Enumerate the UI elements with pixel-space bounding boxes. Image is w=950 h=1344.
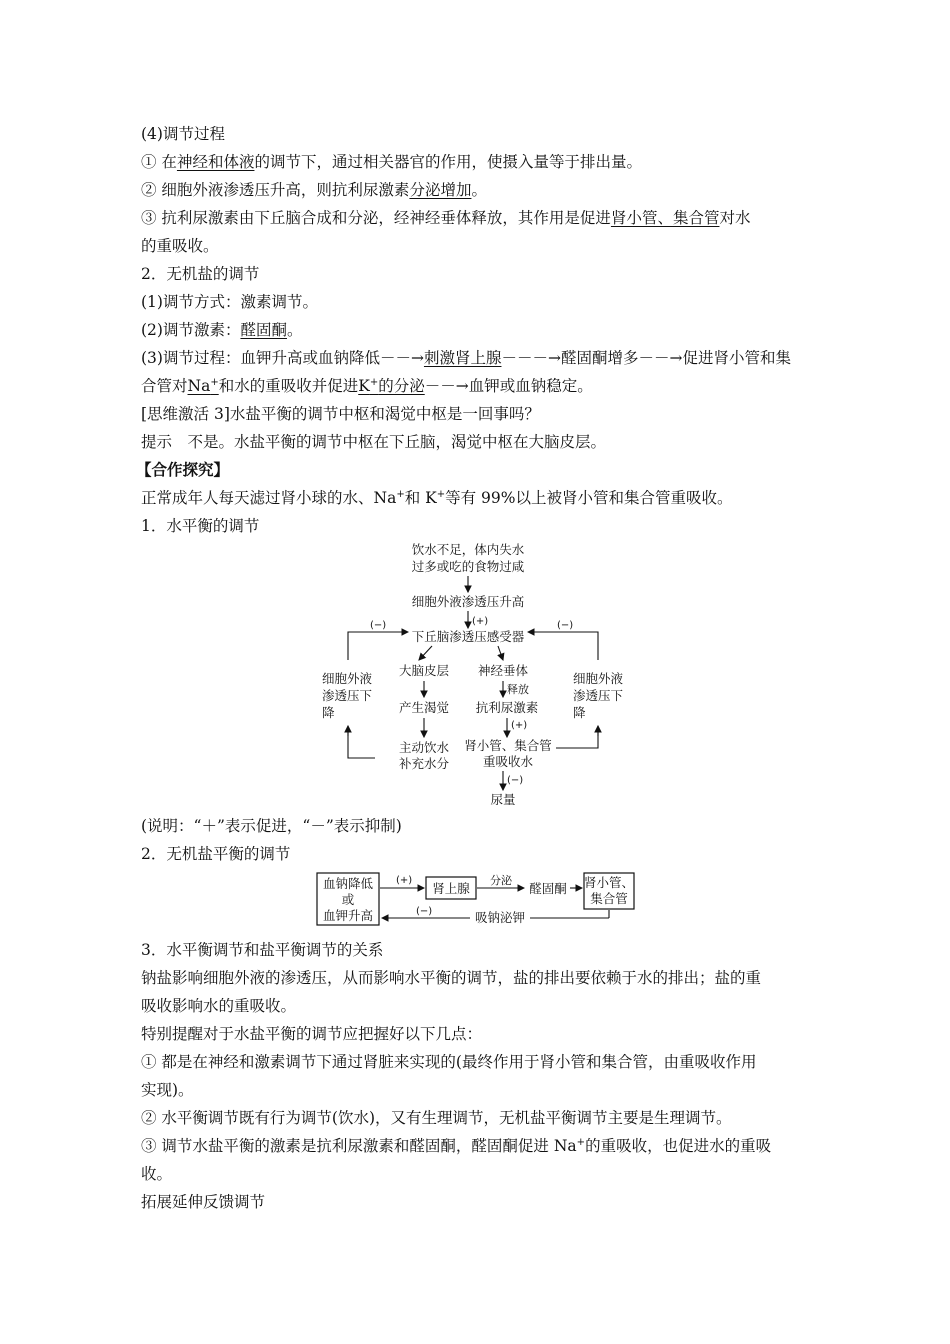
kidney-text-1: 肾小管、 [583,875,635,890]
paragraph: 的重吸收。 [141,237,219,255]
drink-text-2: 补充水分 [398,756,450,771]
paragraph: ① 在神经和体液的调节下，通过相关器官的作用，使摄入量等于排出量。 [141,153,642,171]
pituitary-text: 神经垂体 [477,663,529,678]
hypothalamus-text: 下丘脑渗透压感受器 [411,629,525,644]
section-title: 2．无机盐的调节 [141,265,260,283]
cortex-text: 大脑皮层 [398,663,450,678]
plus-label: (+) [472,616,489,627]
thirst-text: 产生渴觉 [398,700,450,715]
paragraph: 钠盐影响细胞外液的渗透压，从而影响水平衡的调节，盐的排出要依赖于水的排出；盐的重 [141,969,762,987]
adh-text: 抗利尿激素 [475,700,539,715]
adrenal-text: 肾上腺 [432,881,470,896]
release-label: 释放 [507,683,529,696]
section-title: 3．水平衡调节和盐平衡调节的关系 [141,941,384,959]
heading: 【合作探究】 [136,460,230,479]
minus-left-label: (−) [370,620,387,631]
paragraph: 吸收影响水的重吸收。 [141,997,297,1015]
left-text-2: 渗透压下 [322,688,373,703]
cause-text-2: 过多或吃的食物过咸 [411,559,525,574]
paragraph: 实现)。 [141,1081,194,1099]
paragraph: ② 水平衡调节既有行为调节(饮水)，又有生理调节，无机盐平衡调节主要是生理调节。 [141,1109,732,1127]
left-text-1: 细胞外液 [322,671,373,686]
section-title: 2．无机盐平衡的调节 [141,845,291,863]
kidney-text-1: 肾小管、集合管 [464,738,552,753]
minus-label-3: (−) [507,775,524,786]
paragraph: (2)调节激素：醛固酮。 [141,321,303,339]
paragraph: 拓展延伸反馈调节 [141,1193,266,1211]
absorb-text: 吸钠泌钾 [474,910,526,925]
question: [思维激活 3]水盐平衡的调节中枢和渴觉中枢是一回事吗？ [141,405,540,423]
note: (说明：“＋”表示促进，“－”表示抑制) [141,817,402,835]
paragraph: 正常成年人每天滤过肾小球的水、Na+和 K+等有 99%以上被肾小管和集合管重吸收。 [141,488,733,507]
right-text-1: 细胞外液 [573,671,624,686]
trigger-text-2: 或 [341,892,355,907]
left-text-3: 降 [322,705,335,720]
secrete-label: 分泌 [490,874,512,887]
plus-label-2: (+) [511,720,528,731]
kidney-text-2: 集合管 [590,891,628,906]
paragraph: 特别提醒对于水盐平衡的调节应把握好以下几点： [141,1025,483,1043]
paragraph: ② 细胞外液渗透压升高，则抗利尿激素分泌增加。 [141,181,487,199]
drink-text-1: 主动饮水 [398,740,450,755]
paragraph: ③ 调节水盐平衡的激素是抗利尿激素和醛固酮，醛固酮促进 Na+的重吸收，也促进水的重吸 [141,1136,772,1155]
section-title: (4)调节过程 [141,125,225,143]
paragraph: 合管对Na+和水的重吸收并促进K+的分泌－－→血钾或血钠稳定。 [141,376,593,395]
water-balance-diagram [300,540,630,815]
answer: 提示 不是。水盐平衡的调节中枢在下丘脑，渴觉中枢在大脑皮层。 [141,433,607,451]
urine-text: 尿量 [490,792,516,807]
salt-balance-diagram [312,868,642,930]
plus-label: (+) [396,875,413,886]
paragraph: (1)调节方式：激素调节。 [141,293,318,311]
right-text-2: 渗透压下 [573,688,624,703]
cause-text-1: 饮水不足，体内失水 [411,542,525,557]
paragraph: (3)调节过程：血钾升高或血钠降低－－→刺激肾上腺－－－→醛固酮增多－－→促进肾小管和集 [141,349,791,367]
paragraph: ① 都是在神经和激素调节下通过肾脏来实现的(最终作用于肾小管和集合管，由重吸收作用 [141,1053,757,1071]
aldosterone-text: 醛固酮 [529,881,567,896]
right-text-3: 降 [573,705,586,720]
paragraph: 收。 [141,1165,173,1183]
kidney-text-2: 重吸收水 [482,754,534,769]
trigger-text-1: 血钠降低 [322,876,374,891]
paragraph: ③ 抗利尿激素由下丘脑合成和分泌，经神经垂体释放，其作用是促进肾小管、集合管对水 [141,209,751,227]
minus-right-label: (−) [557,620,574,631]
osmotic-rise-text: 细胞外液渗透压升高 [411,594,525,609]
minus-label: (−) [416,906,433,917]
section-title: 1．水平衡的调节 [141,517,260,535]
trigger-text-3: 血钾升高 [322,908,374,923]
